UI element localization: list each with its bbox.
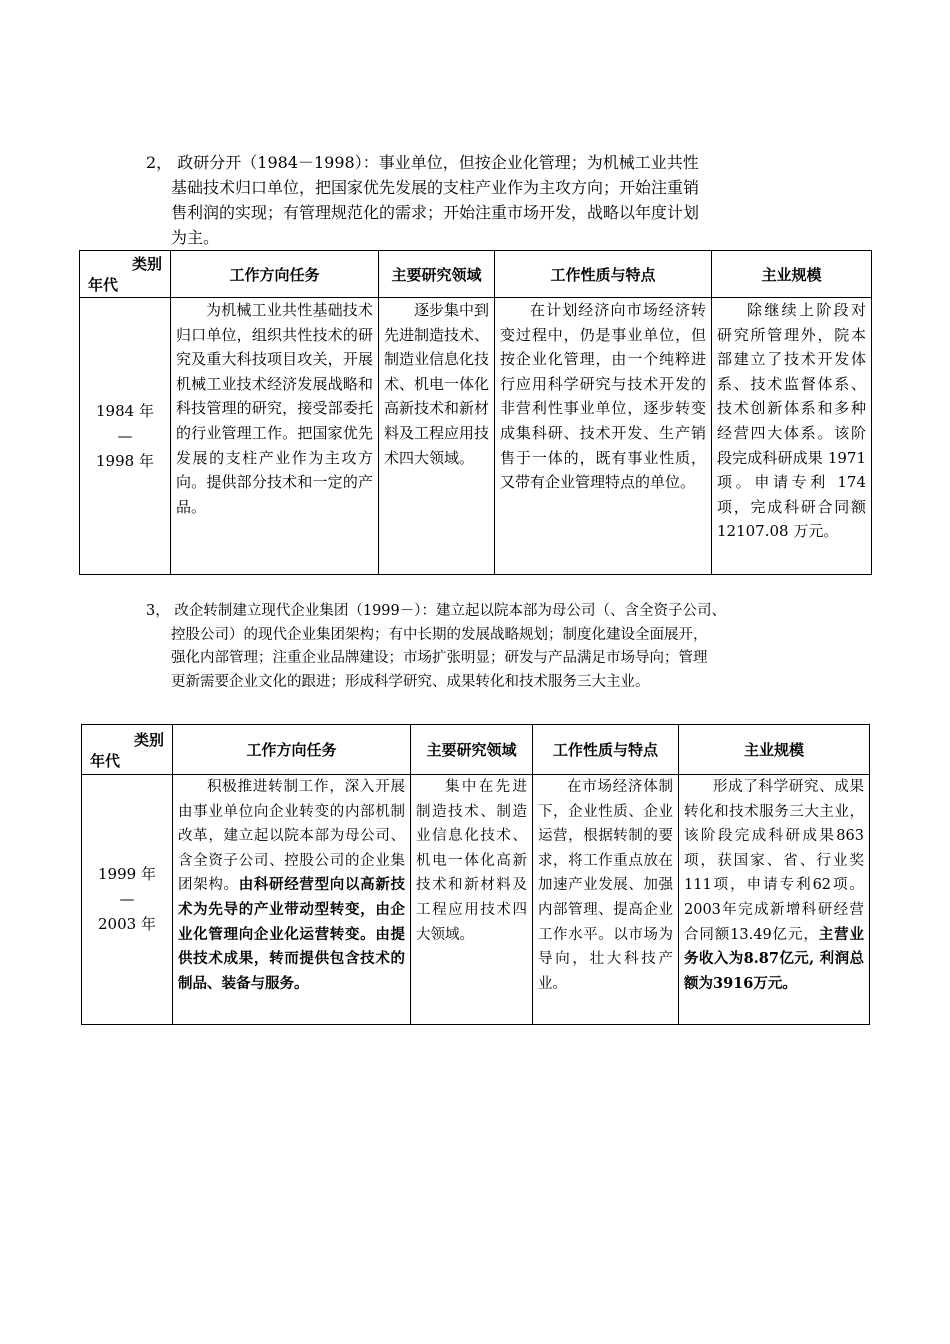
header-era: 年代: [88, 276, 119, 294]
table-1984-1998: [79, 250, 872, 575]
year-start: 1999 年: [98, 865, 156, 883]
header-task: 工作方向任务: [171, 251, 379, 298]
header-scale: 主业规模: [712, 251, 872, 298]
period-cell: [82, 775, 173, 1025]
header-field: 主要研究领域: [379, 251, 495, 298]
task-text: 积极推进转制工作，深入开展由事业单位向企业转变的内部机制改革，建立起以院本部为母公司、含全资子公司、控股公司的企业集团架构。: [178, 779, 405, 894]
section-2-line: 2， 政研分开（1984－1998）：事业单位，但按企业化管理；为机械工业共性: [146, 153, 699, 172]
scale-cell: [679, 775, 870, 1025]
section-3-paragraph: [146, 600, 726, 694]
task-cell: [173, 775, 411, 1025]
section-2-paragraph: [146, 150, 699, 250]
year-end: 2003 年: [98, 915, 156, 933]
field-cell: 集中在先进制造技术、制造业信息化技术、机电一体化高新技术和新材料及工程应用技术四大领域。: [411, 775, 533, 1025]
section-3-line: 强化内部管理；注重企业品牌建设；市场扩张明显；研发与产品满足市场导向；管理: [171, 650, 708, 666]
header-nature: 工作性质与特点: [495, 251, 712, 298]
header-category: 类别: [131, 255, 162, 273]
header-category-era: [80, 251, 171, 298]
section-3-line: 3， 改企转制建立现代企业集团（1999－）：建立起以院本部为母公司（、含全资子公司、: [146, 603, 726, 619]
period-cell: [80, 298, 171, 575]
nature-cell: 在计划经济向市场经济转变过程中，仍是事业单位，但按企业化管理，由一个纯粹进行应用科学研究与技术开发的非营利性事业单位，逐步转变成集科研、技术开发、生产销售于一体的，既有事业性质，又带有企业管理特点的单位。: [495, 298, 712, 575]
header-task: 工作方向任务: [173, 725, 411, 775]
header-field: 主要研究领域: [411, 725, 533, 775]
scale-text: 形成了科学研究、成果转化和技术服务三大主业，该阶段完成科研成果863项，获国家、省、行业奖111项，申请专利62项。2003年完成新增科研经营合同额13.49亿元，: [684, 779, 864, 943]
table-header-row: [82, 725, 870, 775]
year-dash: —: [117, 426, 133, 445]
header-scale: 主业规模: [679, 725, 870, 775]
section-2-line: 基础技术归口单位，把国家优先发展的支柱产业作为主攻方向；开始注重销: [171, 178, 700, 197]
year-start: 1984 年: [96, 401, 154, 420]
year-dash: —: [119, 890, 135, 908]
field-cell: 逐步集中到先进制造技术、制造业信息化技术、机电一体化高新技术和新材料及工程应用技术四大领域。: [379, 298, 495, 575]
section-3-line: 控股公司）的现代企业集团架构；有中长期的发展战略规划；制度化建设全面展开，: [171, 626, 708, 643]
task-cell: 为机械工业共性基础技术归口单位，组织共性技术的研究及重大科技项目攻关，开展机械工业技术经济发展战略和科技管理的研究，接受部委托的行业管理工作。把国家优先发展的支柱产业作为主攻方向。提供部分技术和一定的产品。: [171, 298, 379, 575]
table-row: [82, 775, 870, 1025]
section-3-line: 更新需要企业文化的跟进；形成科学研究、成果转化和技术服务三大主业。: [171, 673, 650, 690]
task-emphasis: 由科研经营型向以高新技术为先导的产业带动型转变，由企业化管理向企业化运营转变。由提供技术成果，转而提供包含技术的制品、装备与服务。: [178, 876, 406, 992]
header-nature: 工作性质与特点: [533, 725, 679, 775]
nature-cell: 在市场经济体制下，企业性质、企业运营，根据转制的要求，将工作重点放在加速产业发展、加强内部管理、提高企业工作水平。以市场为导向，壮大科技产业。: [533, 775, 679, 1025]
section-2-number: 2，: [146, 153, 173, 172]
section-3-number: 3，: [146, 603, 170, 619]
header-category-era: [82, 725, 173, 775]
table-1999-2003: [81, 724, 870, 1025]
section-2-line: 售利润的实现；有管理规范化的需求；开始注重市场开发，战略以年度计划: [171, 203, 700, 222]
scale-cell: 除继续上阶段对研究所管理外，院本部建立了技术开发体系、技术监督体系、技术创新体系和多种经营四大体系。该阶段完成科研成果 1971 项。申请专利 174 项，完成科研合同额 12107.08 万元。: [712, 298, 872, 575]
header-era: 年代: [90, 751, 121, 770]
table-header-row: [80, 251, 872, 298]
table-row: [80, 298, 872, 575]
year-end: 1998 年: [96, 451, 154, 470]
scale-emphasis: 主营业务收入为8.87亿元, 利润总额为3916万元。: [684, 925, 865, 992]
section-2-line: 为主。: [171, 228, 220, 247]
header-category: 类别: [133, 730, 164, 749]
